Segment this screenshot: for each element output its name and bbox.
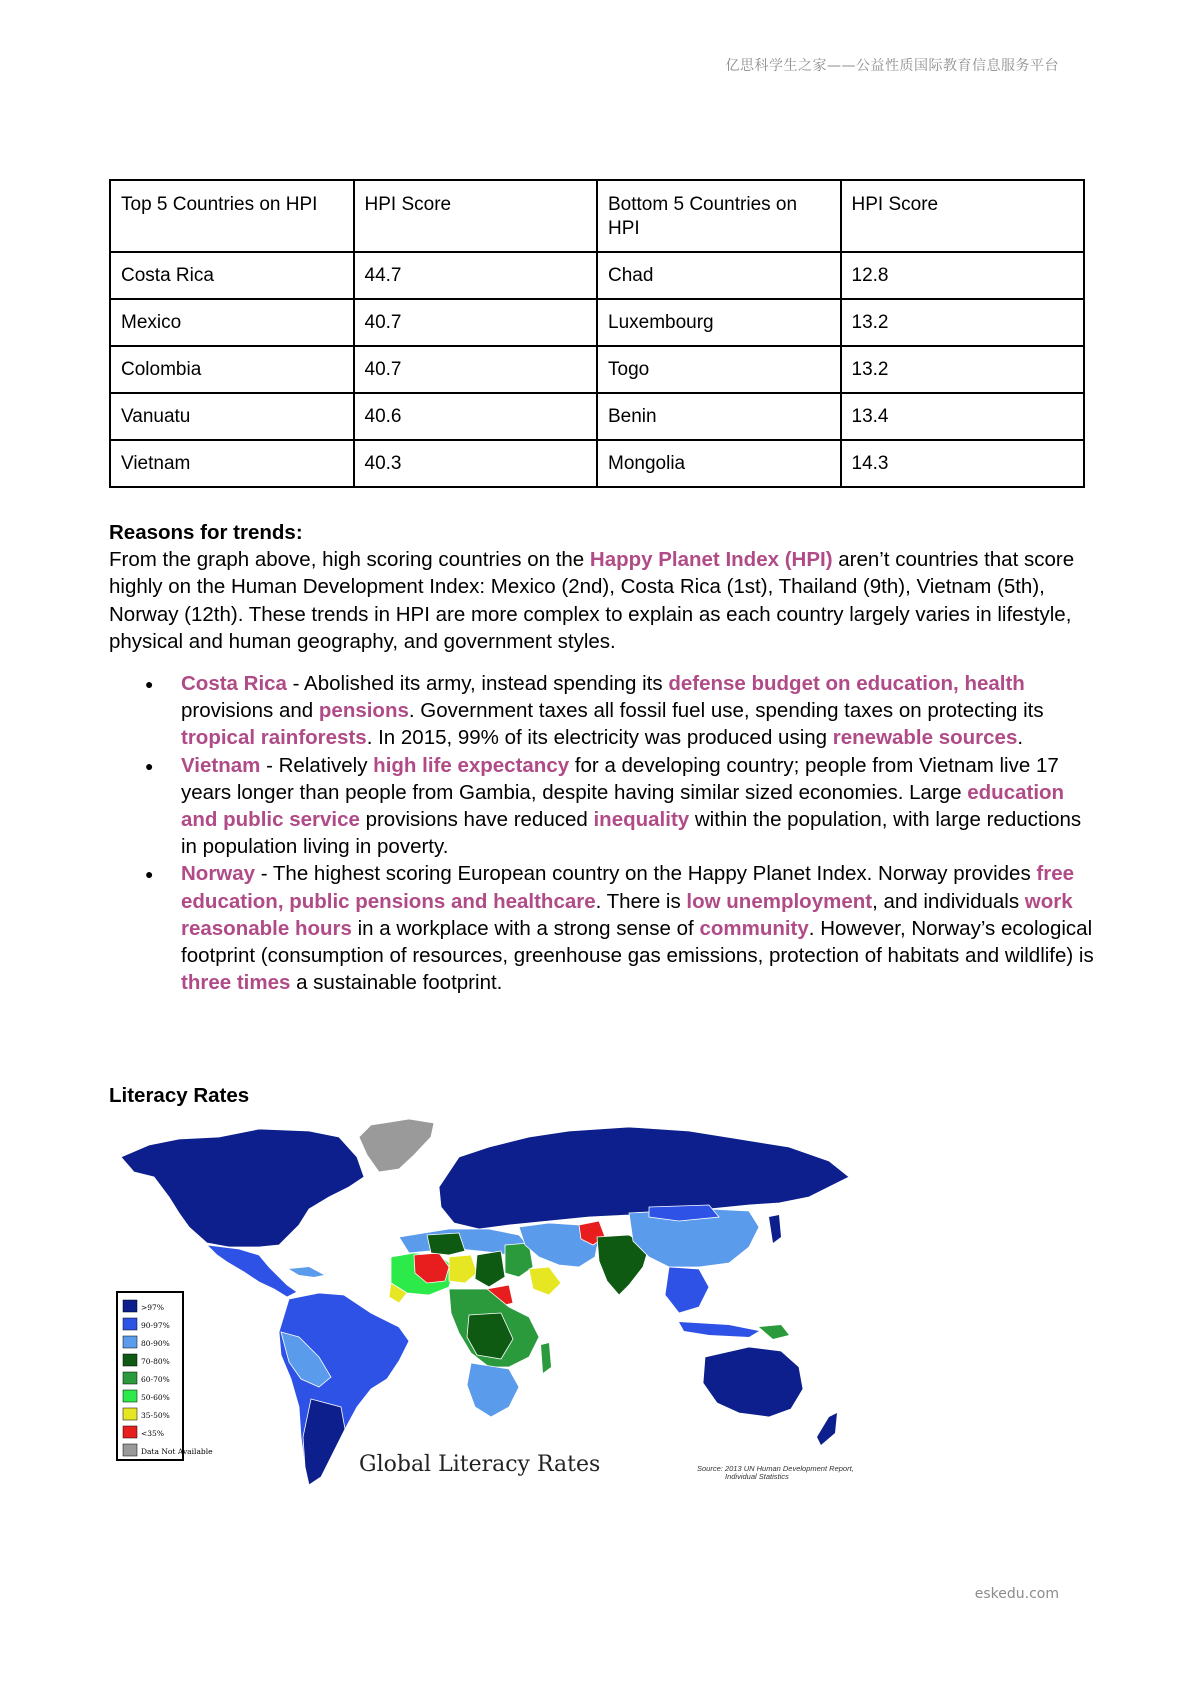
table-cell: Benin: [597, 393, 841, 440]
legend-label: <35%: [141, 1429, 164, 1438]
chad-shape: [475, 1251, 505, 1287]
item-text: , and individuals: [872, 889, 1025, 913]
legend-label: 35-50%: [141, 1411, 170, 1420]
item-text: . Government taxes all fossil fuel use, spending taxes on protecting its: [408, 699, 1044, 723]
legend-swatch: [123, 1408, 137, 1420]
item-text: . In 2015, 99% of its electricity was produced using: [366, 726, 833, 750]
table-cell: 14.3: [841, 440, 1085, 487]
item-highlight: three times: [181, 971, 291, 995]
table-cell: Colombia: [110, 346, 354, 393]
legend-swatch: [123, 1300, 137, 1312]
item-highlight: defense budget on education, health: [668, 672, 1025, 696]
north-america-shape: [121, 1129, 364, 1247]
item-text: provisions and: [181, 699, 319, 723]
southern-africa-shape: [467, 1363, 519, 1417]
table-row: [110, 252, 1084, 299]
legend-swatch: [123, 1354, 137, 1366]
table-cell: 40.7: [354, 346, 598, 393]
map-source-line2: Individual Statistics: [725, 1472, 789, 1481]
intro-text: From the graph above, high scoring countries on the: [109, 548, 590, 572]
table-cell: Mongolia: [597, 440, 841, 487]
legend-label: 70-80%: [141, 1357, 170, 1366]
table-cell: 40.6: [354, 393, 598, 440]
japan-shape: [769, 1215, 781, 1243]
table-cell: Togo: [597, 346, 841, 393]
hpi-table: [109, 179, 1085, 488]
table-header-cell: HPI Score: [354, 180, 598, 252]
item-text: for a developing country; people from Vietnam live 17 years longer than people from Gambia, despite having similar sized economies. Large: [181, 753, 1059, 804]
map-source-line1: Source: 2013 UN Human Development Report,: [697, 1464, 854, 1473]
table-header-row: [110, 180, 1084, 252]
legend-label: Data Not Available: [141, 1447, 213, 1456]
table-cell: 40.3: [354, 440, 598, 487]
item-text: . However, Norway’s ecological footprint (consumption of resources, greenhouse gas emissions, protection of habitats and wildlife) is: [181, 916, 1094, 968]
list-item-costa-rica: [181, 670, 1099, 752]
item-highlight: pensions: [318, 699, 409, 723]
literacy-map-svg: [109, 1117, 945, 1497]
country-name: Norway: [181, 862, 256, 886]
reasons-list: [109, 670, 1099, 996]
reasons-heading: Reasons for trends:: [109, 521, 303, 544]
table-cell: 40.7: [354, 299, 598, 346]
item-text: - Relatively: [260, 753, 374, 777]
item-highlight: tropical rainforests: [181, 726, 367, 750]
table-cell: Vietnam: [110, 440, 354, 487]
table-cell: 13.2: [841, 299, 1085, 346]
item-highlight: community: [699, 916, 809, 940]
legend-swatch: [123, 1318, 137, 1330]
legend-swatch: [123, 1372, 137, 1384]
legend-label: >97%: [141, 1303, 164, 1312]
country-name: Vietnam: [181, 753, 261, 777]
reasons-intro: [109, 546, 1099, 655]
table-row: [110, 346, 1084, 393]
indonesia-shape: [679, 1322, 759, 1337]
page-header-text: 亿思科学生之家——公益性质国际教育信息服务平台: [725, 58, 1059, 74]
table-row: [110, 299, 1084, 346]
horn-africa-shape: [529, 1267, 561, 1295]
table-cell: Luxembourg: [597, 299, 841, 346]
legend-swatch: [123, 1390, 137, 1402]
item-text: .: [1017, 726, 1024, 750]
reasons-section: [109, 519, 1099, 996]
list-item-norway: [181, 860, 1099, 996]
item-highlight: high life expectancy: [373, 753, 570, 777]
papua-shape: [759, 1325, 789, 1339]
table-cell: Mexico: [110, 299, 354, 346]
legend-label: 50-60%: [141, 1393, 170, 1402]
table-cell: 12.8: [841, 252, 1085, 299]
item-highlight: free education, public pensions and healthcare: [181, 862, 1075, 913]
table-header-cell: HPI Score: [841, 180, 1085, 252]
legend-swatch: [123, 1444, 137, 1456]
literacy-map: [109, 1117, 945, 1497]
table-cell: 13.4: [841, 393, 1085, 440]
item-highlight: inequality: [593, 808, 690, 832]
page-footer-text: eskedu.com: [974, 1586, 1059, 1602]
table-cell: Costa Rica: [110, 252, 354, 299]
legend-label: 60-70%: [141, 1375, 170, 1384]
table-header-cell: Top 5 Countries on HPI: [110, 180, 354, 252]
southeast-asia-shape: [665, 1267, 709, 1313]
intro-highlight: Happy Planet Index (HPI): [589, 548, 833, 572]
australia-shape: [703, 1347, 803, 1417]
new-zealand-shape: [817, 1413, 837, 1445]
literacy-heading: Literacy Rates: [109, 1084, 250, 1107]
legend-label: 90-97%: [141, 1321, 170, 1330]
greenland-shape: [359, 1119, 434, 1172]
caribbean-shape: [289, 1267, 324, 1277]
legend-swatch: [123, 1426, 137, 1438]
item-text: a sustainable footprint.: [290, 971, 503, 995]
item-text: - The highest scoring European country on the Happy Planet Index. Norway provides: [255, 862, 1037, 886]
table-header-cell: Bottom 5 Countries on HPI: [597, 180, 841, 252]
table-row: [110, 393, 1084, 440]
niger-shape: [449, 1255, 477, 1283]
legend-label: 80-90%: [141, 1339, 170, 1348]
item-highlight: work reasonable hours: [181, 889, 1073, 940]
argentina-chile-shape: [303, 1399, 345, 1485]
mexico-shape: [207, 1245, 297, 1297]
table-cell: 13.2: [841, 346, 1085, 393]
item-highlight: education and public service: [181, 780, 1065, 832]
item-text: in a workplace with a strong sense of: [351, 916, 700, 940]
algeria-shape: [427, 1233, 465, 1255]
item-highlight: low unemployment: [686, 889, 873, 913]
table-cell: 44.7: [354, 252, 598, 299]
item-text: within the population, with large reductions in population living in poverty.: [181, 808, 1082, 859]
madagascar-shape: [541, 1343, 551, 1373]
item-text: provisions have reduced: [359, 808, 594, 832]
intro-text: aren’t countries that score highly on the Human Development Index: Mexico (2nd), Costa Rica (1st), Thailand (9th), Vietnam (5th), Norway (12th). These trends in HPI are more complex to explain as each country largely varies in lifestyle, physical and human geography, and government styles.: [109, 548, 1075, 653]
item-highlight: renewable sources: [832, 726, 1018, 750]
legend-swatch: [123, 1336, 137, 1348]
table-row: [110, 440, 1084, 487]
list-item-vietnam: [181, 752, 1099, 861]
country-name: Costa Rica: [181, 672, 287, 696]
item-text: . There is: [595, 889, 687, 913]
table-cell: Vanuatu: [110, 393, 354, 440]
item-text: - Abolished its army, instead spending its: [286, 672, 669, 696]
map-title: Global Literacy Rates: [359, 1452, 601, 1477]
table-cell: Chad: [597, 252, 841, 299]
